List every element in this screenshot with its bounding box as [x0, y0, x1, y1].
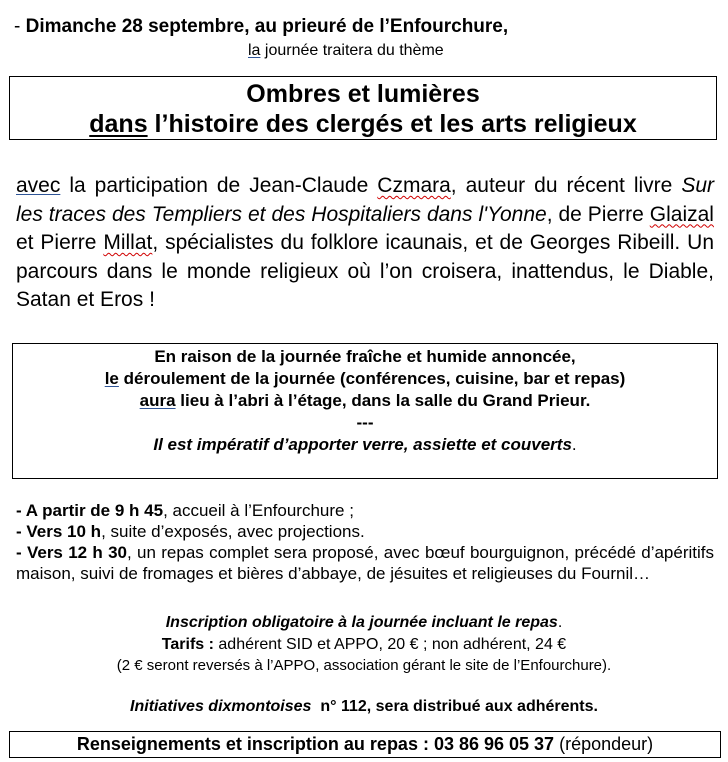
registration-period: . [557, 614, 563, 631]
pricing-label: Tarifs : [161, 636, 214, 653]
contact-label: Renseignements et inscription au repas : [76, 734, 434, 754]
schedule-item [16, 500, 714, 521]
schedule-list [16, 500, 714, 584]
schedule-time: - Vers 10 h [16, 522, 102, 541]
intro-paragraph [16, 172, 714, 315]
contact-note: (répondeur) [554, 734, 654, 754]
intro-avec: avec [16, 174, 61, 197]
theme-intro [248, 42, 444, 60]
notice-line2 [13, 368, 717, 390]
notice-line3 [13, 390, 717, 412]
notice-aura: aura [139, 391, 176, 410]
newsletter-rest: n° 112, sera distribué aux adhérents. [311, 698, 598, 715]
newsletter-title: Initiatives dixmontoises [130, 698, 312, 715]
theme-title-line1: Ombres et lumières [246, 80, 480, 108]
intro-text-4: et Pierre [16, 231, 104, 254]
author-czmara: Czmara [377, 174, 451, 197]
notice-line3-rest: lieu à l’abri à l’étage, dans la salle du Grand Prieur. [175, 391, 591, 410]
dash: - [14, 16, 26, 37]
theme-intro-la: la [248, 42, 261, 59]
notice-line2-rest: déroulement de la journée (conférences, cuisine, bar et repas) [118, 369, 626, 388]
notice-le: le [104, 369, 119, 388]
schedule-text: , suite d’exposés, avec projections. [101, 522, 365, 541]
event-date: Dimanche 28 septembre [25, 16, 245, 37]
book-title: Sur les traces des Templiers et des Hospitaliers dans l'Yonne [16, 174, 714, 226]
schedule-time: - A partir de 9 h 45 [16, 501, 164, 520]
registration-mandatory-text: Inscription obligatoire à la journée incluant le repas [165, 614, 558, 631]
contact-box [9, 731, 721, 758]
intro-text-5: , spécialistes du folklore icaunais, et de Georges Ribeill. Un parcours dans le monde religieux où l’on croisera, inattendus, le Diable, Satan et Eros ! [16, 231, 714, 311]
theme-title-line2 [10, 109, 716, 139]
notice-important [13, 434, 717, 456]
schedule-text: , un repas complet sera proposé, avec bœuf bourguignon, précédé d’apéritifs maison, suivi de fromages et bières d’abbaye, de jésuites et religieuses du Fournil… [16, 543, 715, 583]
event-place: , au prieuré de l’Enfourchure, [244, 16, 509, 37]
event-date-line [14, 16, 508, 38]
notice-important-text: Il est impératif d’apporter verre, assiette et couverts [153, 435, 572, 454]
intro-text-2: , auteur du récent livre [450, 174, 682, 197]
pricing-text: adhérent SID et APPO, 20 € ; non adhérent, 24 € [213, 636, 567, 653]
schedule-text: , accueil à l’Enfourchure ; [163, 501, 354, 520]
author-millat: Millat [103, 231, 153, 254]
notice-separator: --- [356, 413, 374, 432]
theme-title-rest: l’histoire des clergés et les arts religieux [147, 110, 637, 138]
theme-intro-rest: journée traitera du thème [260, 42, 444, 59]
theme-title-dans: dans [89, 110, 148, 138]
schedule-item [16, 542, 714, 584]
theme-title-box [9, 76, 717, 140]
weather-notice-box [12, 343, 718, 479]
notice-period: . [571, 435, 577, 454]
schedule-item [16, 521, 714, 542]
donation-note: (2 € seront reversés à l’APPO, association gérant le site de l’Enfourchure). [116, 657, 612, 674]
contact-phone: 03 86 96 05 37 [433, 734, 555, 754]
notice-line1: En raison de la journée fraîche et humide annoncée, [154, 347, 576, 366]
schedule-time: - Vers 12 h 30 [16, 543, 128, 562]
intro-text-1: la participation de Jean-Claude [60, 174, 378, 197]
author-glaizal: Glaizal [649, 202, 714, 226]
pricing-line [0, 636, 728, 654]
newsletter-note [0, 698, 728, 716]
intro-text-3: , de Pierre [546, 202, 650, 226]
registration-mandatory [0, 614, 728, 632]
